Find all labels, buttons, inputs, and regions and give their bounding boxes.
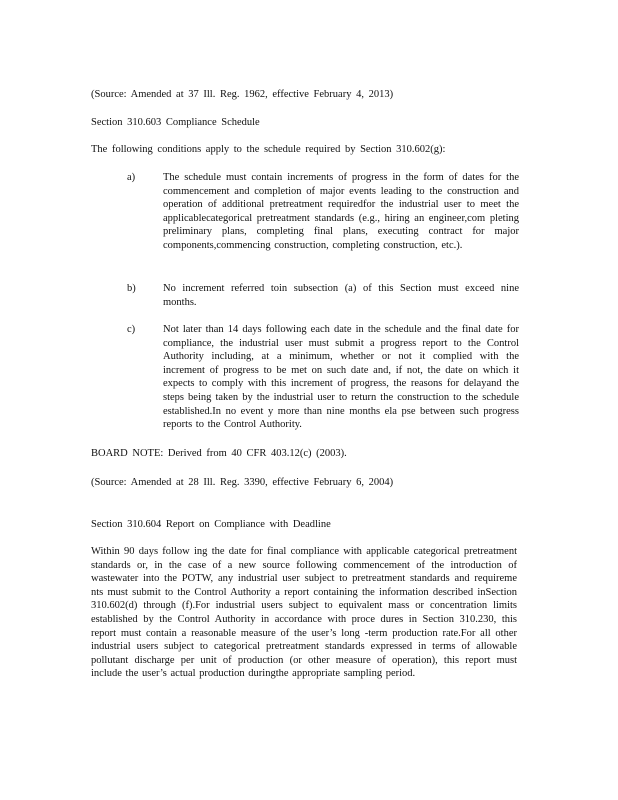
source-note-2: (Source: Amended at 28 Ill. Reg. 3390, effective February 6, 2004)	[91, 477, 394, 488]
item-b-text: No increment referred toin subsection (a) of this Section must exceed nine months.	[163, 283, 519, 308]
board-note: BOARD NOTE: Derived from 40 CFR 403.12(c) (2003).	[91, 448, 347, 459]
item-c-label: c)	[127, 324, 136, 335]
item-a-label: a)	[127, 172, 136, 183]
section-604-paragraph: Within 90 days follow ing the date for final compliance with applicable categorical pretreatment standards or, in the case of a new source following commencement of the introduction of wastewater into the POTW, any industrial user subject to pretreatment standards and requireme nts must submit to the Control Authority a report containing the information described inSection 310.602(d) through (f).For industrial users subject to equivalent mass or concentration limits established by the Control Authority in accordance with proce dures in Section 310.230, this report must contain a reasonable measure of the user’s long -term production rate.For all other industrial users subject to categorical pretreatment standards expressed in terms of allowable pollutant discharge per unit of production (or other measure of operation), this report must include the user’s actual production duringthe appropriate sampling period.	[91, 546, 517, 680]
item-b-label: b)	[127, 283, 136, 294]
item-c-text: Not later than 14 days following each date in the schedule and the final date for compliance, the industrial user must submit a progress report to the Control Authority including, at a minimum, whether or not it complied with the increment of progress to be met on such date and, if not, the date on which it expects to comply with this increment of progress, the reasons for delayand the steps being taken by the industrial user to return the construction to the schedule established.In no event y more than nine months ela pse between such progress reports to the Control Authority.	[163, 324, 519, 431]
section-604-heading: Section 310.604 Report on Compliance with Deadline	[91, 519, 331, 530]
section-603-heading: Section 310.603 Compliance Schedule	[91, 117, 260, 128]
source-note-1: (Source: Amended at 37 Ill. Reg. 1962, effective February 4, 2013)	[91, 89, 394, 100]
item-a-text: The schedule must contain increments of progress in the form of dates for the commencement and completion of major events leading to the construction and operation of additional pretreatment requiredfor the industrial user to meet the applicablecategorical pretreatment standards (e.g., hiring an engineer,com pleting preliminary plans, completing final plans, executing contract for major components,commencing construction, completing construction, etc.).	[163, 172, 519, 251]
section-603-intro: The following conditions apply to the schedule required by Section 310.602(g):	[91, 144, 446, 155]
